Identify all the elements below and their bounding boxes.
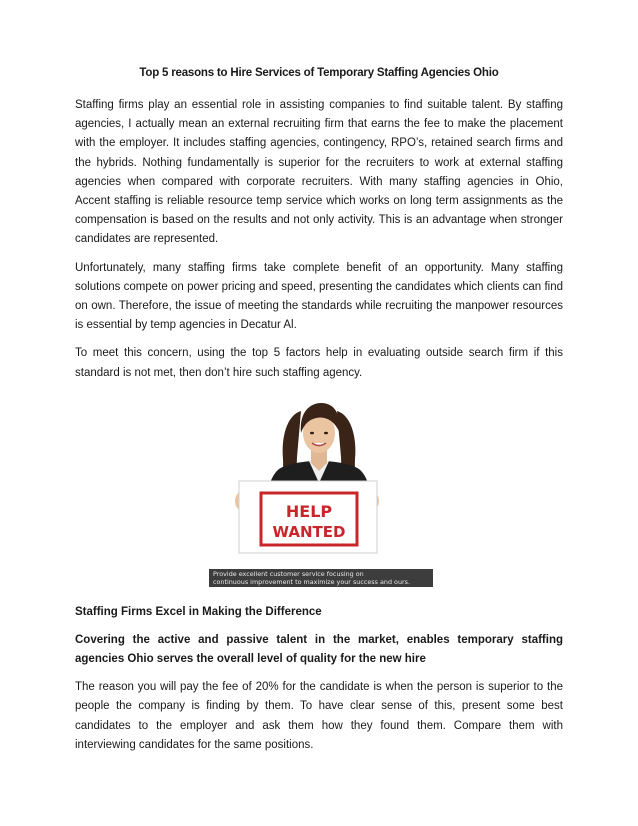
document-title: Top 5 reasons to Hire Services of Temporary Staffing Agencies Ohio <box>139 67 499 79</box>
section-heading: Staffing Firms Excel in Making the Difference <box>75 605 322 618</box>
woman-holding-sign-illustration <box>209 397 433 587</box>
help-wanted-image <box>209 397 433 587</box>
intro-paragraph: Staffing firms play an essential role in assisting companies to find suitable talent. By staffing agencies, I actually mean an external recruiting firm that earns the fee to make the placement with the employer. It includes staffing agencies, contingency, RPO’s, retained search firms and the hybrids. Nothing fundamentally is superior for the recruiters to work at external staffing agencies when compared with corporate recruiters. With many staffing agencies in Ohio, Accent staffing is reliable resource temp service which works on long term assignments as the compensation is based on the results and not only activity. This is an advantage when stronger candidates are represented. <box>75 99 563 246</box>
second-paragraph: Unfortunately, many staffing firms take complete benefit of an opportunity. Many staffing solutions compete on power pricing and speed, presenting the candidates which clients can find on own. Therefore, the issue of meeting the standards while recruiting the manpower resources is essential by temp agencies in Decatur Al. <box>75 261 563 332</box>
caption-line-2: continuous improvement to maximize your success and ours. <box>213 577 410 586</box>
caption-line-1: Provide excellent customer service focusing on <box>213 569 364 578</box>
document-page <box>75 66 563 764</box>
section-paragraph: The reason you will pay the fee of 20% for the candidate is when the person is superior to the people the company is finding by them. To have clear sense of this, present some best candidates to the employer and ask them how they found them. Compare them with interviewing candidates for the same positions. <box>75 681 563 751</box>
image-caption-bar <box>209 569 433 587</box>
sign-text-wanted: WANTED <box>272 522 346 541</box>
section-subheading: Covering the active and passive talent in the market, enables temporary staffing agencies Ohio serves the overall level of quality for the new hire <box>75 633 563 666</box>
third-paragraph: To meet this concern, using the top 5 factors help in evaluating outside search firm if this standard is not met, then don’t hire such staffing agency. <box>75 347 563 379</box>
sign-text-help: HELP <box>285 501 333 521</box>
